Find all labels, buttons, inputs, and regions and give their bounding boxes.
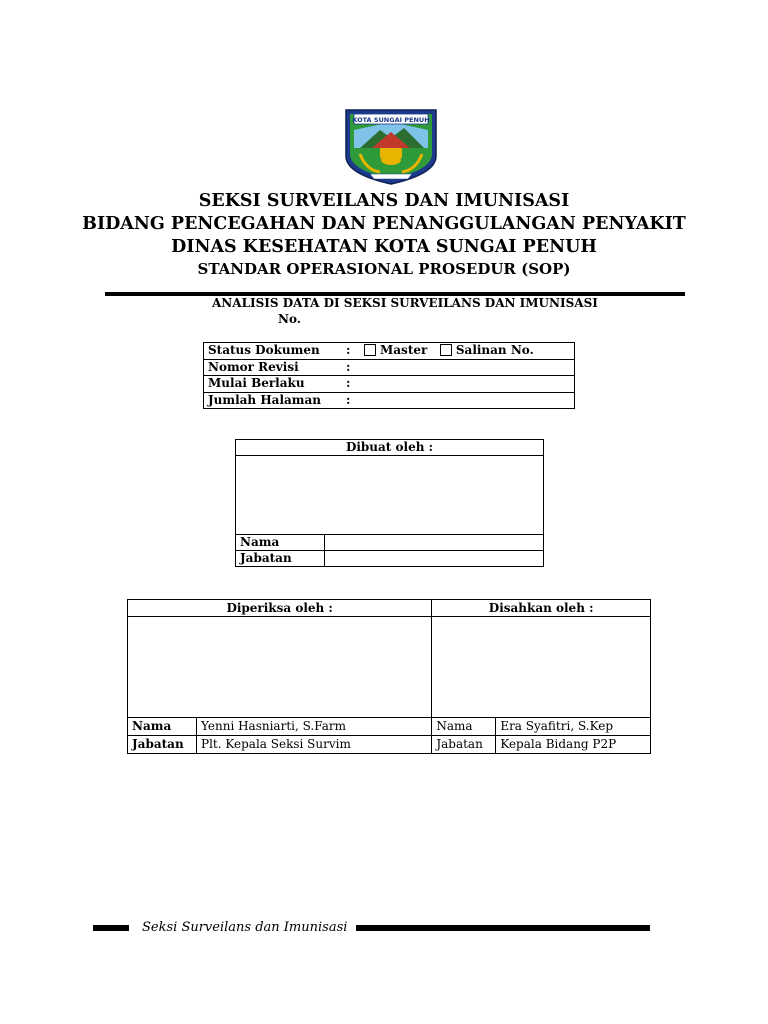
salinan-label: Salinan No. <box>455 343 534 357</box>
doc-title: ANALISIS DATA DI SEKSI SURVEILANS DAN IMUNISASI <box>212 296 598 310</box>
dibuat-jabatan-value <box>325 551 544 567</box>
footer-text: Seksi Surveilans dan Imunisasi <box>142 920 348 935</box>
status-value <box>360 392 575 409</box>
status-value <box>360 359 575 376</box>
dibuat-nama-value <box>325 535 544 551</box>
doc-number-label: No. <box>278 312 301 326</box>
status-row <box>204 359 575 376</box>
diperiksa-jabatan-label: Jabatan <box>128 736 197 754</box>
status-label: Jumlah Halaman <box>208 392 321 407</box>
diperiksa-nama-label: Nama <box>128 718 197 736</box>
status-colon: : <box>342 359 360 376</box>
status-label: Nomor Revisi <box>204 359 343 376</box>
diperiksa-jabatan-value: Plt. Kepala Seksi Survim <box>197 736 432 754</box>
status-colon: : <box>346 392 351 407</box>
approval-table <box>127 599 651 754</box>
diperiksa-signature-area <box>128 617 432 718</box>
footer-rule-left <box>93 925 129 931</box>
dibuat-jabatan-label: Jabatan <box>236 551 325 567</box>
dibuat-signature-area <box>236 456 544 535</box>
header-line-2: BIDANG PENCEGAHAN DAN PENANGGULANGAN PENYAKIT <box>82 214 686 234</box>
header-line-4: STANDAR OPERASIONAL PROSEDUR (SOP) <box>197 260 571 278</box>
status-options <box>360 343 575 360</box>
dibuat-header: Dibuat oleh : <box>236 440 544 456</box>
disahkan-header: Disahkan oleh : <box>432 600 651 617</box>
status-table <box>203 342 575 409</box>
header-line-1: SEKSI SURVEILANS DAN IMUNISASI <box>198 191 570 211</box>
footer-rule-right <box>356 925 650 931</box>
disahkan-signature-area <box>432 617 651 718</box>
kota-sungai-penuh-logo <box>340 104 442 186</box>
salinan-checkbox[interactable] <box>440 344 452 356</box>
master-label: Master <box>380 343 428 357</box>
dibuat-table <box>235 439 544 567</box>
status-value <box>360 376 575 393</box>
diperiksa-nama-value: Yenni Hasniarti, S.Farm <box>197 718 432 736</box>
diperiksa-header: Diperiksa oleh : <box>128 600 432 617</box>
status-row <box>204 343 575 360</box>
status-colon: : <box>342 343 360 360</box>
status-row <box>204 376 575 393</box>
status-row <box>204 392 575 409</box>
dibuat-nama-label: Nama <box>236 535 325 551</box>
disahkan-jabatan-label: Jabatan <box>432 736 496 754</box>
header-line-3: DINAS KESEHATAN KOTA SUNGAI PENUH <box>171 237 597 257</box>
disahkan-jabatan-value: Kepala Bidang P2P <box>496 736 651 754</box>
status-label: Mulai Berlaku <box>204 376 343 393</box>
status-label: Status Dokumen <box>204 343 343 360</box>
disahkan-nama-label: Nama <box>432 718 496 736</box>
master-checkbox[interactable] <box>364 344 376 356</box>
status-colon: : <box>342 376 360 393</box>
disahkan-nama-value: Era Syafitri, S.Kep <box>496 718 651 736</box>
logo-text: KOTA SUNGAI PENUH <box>352 116 430 124</box>
